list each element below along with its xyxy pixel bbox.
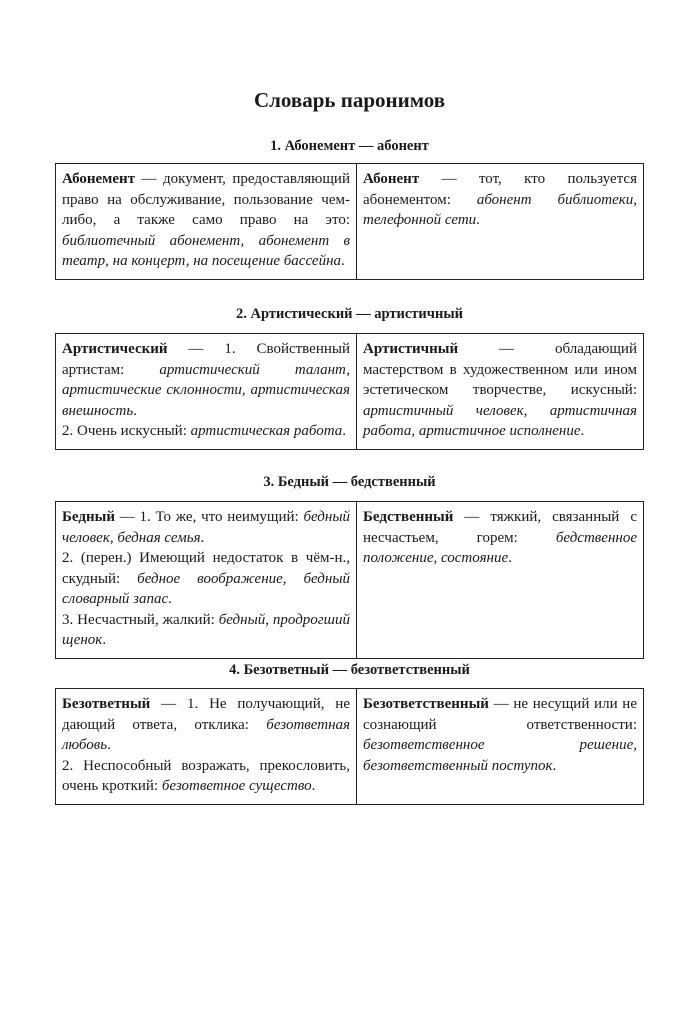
definition-text: — 1. То же, что неимущий: — [114, 509, 304, 525]
usage-examples: библиотечный абонемент, абонемент в театр, на концерт, на посещение бассейна — [62, 232, 350, 269]
definition-text: 2. Очень искусный: — [62, 423, 191, 439]
section-heading-1: 1. Абонемент — абонент — [270, 138, 429, 154]
usage-examples: артистичный человек, артистичная работа, артистичное исполнение — [363, 402, 637, 439]
punctuation: . — [342, 423, 347, 439]
punctuation: . — [476, 212, 480, 228]
definition-cell-left — [56, 334, 357, 450]
punctuation: . — [580, 423, 585, 439]
usage-examples: безответственное решение, безответственный поступок — [363, 737, 637, 774]
term: Бедственный — [363, 509, 454, 525]
definition-text: — тот, кто пользуется абонементом: — [363, 171, 637, 208]
sense-1 — [62, 694, 350, 756]
definition-text: — не несущий или не сознающий ответственности: — [363, 696, 637, 733]
definition-text: — 1. Свойственный артистам: — [62, 341, 350, 378]
usage-examples: безответное существо — [161, 778, 312, 794]
punctuation: . — [341, 253, 345, 269]
entry-table-4 — [55, 688, 644, 805]
usage-examples: безответная любовь — [62, 716, 350, 753]
definition-text: 2. (перен.) Имеющий недостаток в чём-н., скудный: — [62, 550, 350, 587]
definition-cell-left — [56, 164, 357, 280]
usage-examples: артистическая работа — [190, 423, 343, 439]
punctuation: . — [102, 632, 107, 648]
definition-cell-left — [56, 502, 357, 659]
term: Артистичный — [363, 341, 459, 357]
term: Безответный — [62, 696, 151, 712]
term: Абонент — [363, 171, 420, 187]
usage-examples: бедный, продрогший щенок — [62, 611, 350, 648]
usage-examples: артистический талант, артистические склонности, артистическая внешность — [62, 361, 350, 419]
definition-text: — обладающий мастерством в художественном или ином эстетическом творчестве, искусный: — [363, 341, 637, 398]
entry-table-2 — [55, 333, 644, 450]
sense-2 — [62, 548, 350, 610]
term: Бедный — [62, 509, 115, 525]
punctuation: . — [200, 529, 205, 546]
term: Безответственный — [363, 696, 489, 712]
definition-text: — 1. Не получающий, не дающий ответа, отклика: — [62, 696, 350, 733]
sense-1 — [62, 339, 350, 421]
definition-cell-right — [357, 689, 644, 805]
punctuation: . — [168, 591, 172, 607]
usage-examples: бедный человек, бедная семья — [62, 509, 350, 546]
definition-text: — документ, предоставляющий право на обслуживание, пользование чем-либо, а также само право на это: — [62, 171, 350, 228]
sense-3 — [62, 610, 350, 651]
section-heading-3: 3. Бедный — бедственный — [263, 474, 436, 490]
usage-examples: абонент библиотеки, телефонной сети — [363, 191, 637, 228]
sense-2 — [62, 756, 350, 797]
entry-table-3 — [55, 501, 644, 659]
sense-2 — [62, 421, 350, 442]
punctuation: . — [311, 778, 316, 794]
term: Артистический — [62, 341, 168, 357]
punctuation: . — [552, 757, 557, 774]
page-title: Словарь паронимов — [253, 88, 446, 112]
entry-table-1 — [55, 163, 644, 280]
definition-cell-right — [357, 164, 644, 280]
definition-cell-right — [357, 502, 644, 659]
definition-text: 3. Несчастный, жалкий: — [62, 611, 219, 628]
punctuation: . — [133, 402, 137, 419]
section-heading-2: 2. Артистический — артистичный — [236, 306, 463, 322]
definition-cell-left — [56, 689, 357, 805]
usage-examples: бедное воображение, бедный словарный запас — [62, 570, 350, 607]
sense-1 — [62, 507, 350, 548]
definition-cell-right — [357, 334, 644, 450]
punctuation: . — [508, 550, 512, 566]
usage-examples: бедственное положение, состояние — [363, 529, 637, 566]
section-heading-4: 4. Безответный — безответственный — [229, 662, 470, 678]
definition-text: — тяжкий, связанный с несчастьем, горем: — [363, 509, 637, 546]
term: Абонемент — [62, 171, 136, 187]
punctuation: . — [107, 737, 111, 753]
definition-text: 2. Неспособный возражать, прекословить, очень кроткий: — [62, 757, 350, 794]
